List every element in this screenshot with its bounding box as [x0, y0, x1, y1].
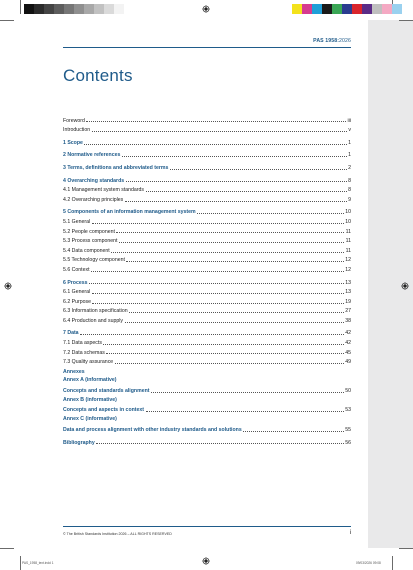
- color-swatch: [342, 4, 352, 14]
- toc-entry-page: 42: [345, 330, 351, 337]
- toc-entry-label: 1 Scope: [63, 139, 83, 146]
- toc-entry-label: 7.2 Data schemas: [63, 349, 105, 356]
- toc-entry-page: 1: [348, 139, 351, 146]
- crop-mark: [0, 20, 14, 21]
- grayscale-color-bar: [24, 4, 124, 14]
- slug-filename: PAS_1958_text.indd 1: [22, 561, 54, 565]
- toc-entry[interactable]: [63, 327, 351, 337]
- crop-mark: [0, 548, 14, 549]
- toc-entry[interactable]: [63, 346, 351, 356]
- toc-entry[interactable]: [63, 149, 351, 159]
- toc-entry[interactable]: [63, 276, 351, 286]
- toc-entry[interactable]: [63, 184, 351, 194]
- color-swatch: [312, 4, 322, 14]
- dot-leader: [111, 252, 344, 253]
- dot-leader: [92, 223, 344, 224]
- toc-entry-page: 10: [345, 218, 351, 225]
- toc-entry-page: 56: [345, 439, 351, 446]
- toc-entry-label: 6 Process: [63, 279, 88, 286]
- toc-entry-label: 2 Normative references: [63, 152, 121, 159]
- dot-leader: [119, 242, 344, 243]
- toc-entry-label: Introduction: [63, 127, 91, 134]
- toc-entry[interactable]: [63, 174, 351, 184]
- gray-swatch: [64, 4, 74, 14]
- toc-entry[interactable]: [63, 244, 351, 254]
- dot-leader: [92, 303, 343, 304]
- toc-entry-page: 11: [345, 247, 351, 254]
- toc-entry-label: Data and process alignment with other industry standards and solutions: [63, 427, 242, 434]
- dot-leader: [243, 431, 344, 432]
- toc-entry[interactable]: [63, 193, 351, 203]
- toc-entry[interactable]: [63, 206, 351, 216]
- crop-mark: [399, 20, 413, 21]
- registration-mark-icon: [4, 282, 12, 290]
- toc-entry[interactable]: [63, 314, 351, 324]
- toc-entry-page: 1: [348, 152, 351, 159]
- color-swatch: [372, 4, 382, 14]
- dot-leader: [125, 201, 347, 202]
- dot-leader: [91, 271, 344, 272]
- crop-mark: [20, 556, 21, 570]
- toc-entry[interactable]: [63, 124, 351, 134]
- toc-entry[interactable]: [63, 235, 351, 245]
- dot-leader: [96, 443, 344, 444]
- slug-datetime: 09/03/2026 09:08: [356, 561, 381, 565]
- toc-entry-label: 5.5 Technology component: [63, 257, 125, 264]
- toc-entry-label: 7.3 Quality assurance: [63, 359, 114, 366]
- gray-swatch: [54, 4, 64, 14]
- toc-entry-label: 5.2 People component: [63, 228, 115, 235]
- toc-entry-page: 13: [345, 289, 351, 296]
- toc-entry[interactable]: [63, 225, 351, 235]
- toc-entry-page: 10: [345, 209, 351, 216]
- toc-entry-page: 53: [345, 407, 351, 414]
- color-swatch: [302, 4, 312, 14]
- toc-entry-page: 50: [345, 387, 351, 394]
- toc-entry[interactable]: [63, 161, 351, 171]
- registration-mark-icon: [401, 282, 409, 290]
- annex-label: Annex B (informative): [63, 396, 117, 403]
- gray-swatch: [34, 4, 44, 14]
- toc-entry-label: 7 Data: [63, 330, 79, 337]
- toc-entry-label: Concepts and aspects in context: [63, 407, 145, 414]
- toc-entry-page: 55: [345, 427, 351, 434]
- dot-leader: [146, 411, 344, 412]
- toc-entry-page: 27: [345, 308, 351, 315]
- dot-leader: [116, 232, 344, 233]
- dot-leader: [125, 322, 344, 323]
- gray-swatch: [24, 4, 34, 14]
- running-head: [313, 38, 351, 44]
- toc-entry[interactable]: [63, 215, 351, 225]
- toc-entry-page: 38: [345, 317, 351, 324]
- gray-swatch: [84, 4, 94, 14]
- toc-entry-page: 11: [345, 238, 351, 245]
- color-swatch: [332, 4, 342, 14]
- color-swatch: [322, 4, 332, 14]
- toc-entry-label: 6.2 Purpose: [63, 298, 91, 305]
- toc-entry-label: 5 Components of an information management system: [63, 209, 196, 216]
- dot-leader: [122, 156, 347, 157]
- toc-entry[interactable]: [63, 263, 351, 273]
- table-of-contents: [63, 114, 351, 446]
- dot-leader: [126, 261, 343, 262]
- toc-entry[interactable]: [63, 286, 351, 296]
- toc-entry-page: iii: [347, 117, 351, 124]
- toc-entry-page: 12: [345, 266, 351, 273]
- dot-leader: [92, 131, 347, 132]
- dot-leader: [103, 344, 343, 345]
- color-swatch: [392, 4, 402, 14]
- gray-swatch: [44, 4, 54, 14]
- dot-leader: [80, 334, 344, 335]
- toc-entry-label: Concepts and standards alignment: [63, 387, 150, 394]
- color-swatch: [352, 4, 362, 14]
- crop-mark: [392, 556, 393, 570]
- toc-entry-page: 13: [345, 279, 351, 286]
- registration-mark-icon: [202, 5, 210, 13]
- toc-entry-label: Bibliography: [63, 439, 95, 446]
- toc-entry-page: 49: [345, 359, 351, 366]
- color-swatch: [292, 4, 302, 14]
- toc-entry-label: 6.1 General: [63, 289, 91, 296]
- toc-entry[interactable]: [63, 136, 351, 146]
- toc-entry-label: 5.1 General: [63, 218, 91, 225]
- toc-entry-label: 6.3 Information specification: [63, 308, 128, 315]
- registration-mark-icon: [202, 557, 210, 565]
- annex-label: Annex A (informative): [63, 377, 117, 384]
- dot-leader: [197, 213, 344, 214]
- bibliography-entry[interactable]: [63, 436, 351, 446]
- color-swatch: [382, 4, 392, 14]
- page-number: i: [349, 530, 351, 536]
- toc-entry-label: Foreword: [63, 117, 85, 124]
- crop-mark: [20, 0, 21, 14]
- dot-leader: [106, 353, 343, 354]
- toc-entry[interactable]: [63, 254, 351, 264]
- toc-entry-page: 8: [348, 187, 351, 194]
- toc-entry-page: 42: [345, 340, 351, 347]
- crop-mark: [399, 548, 413, 549]
- gray-swatch: [94, 4, 104, 14]
- toc-entry-page: 19: [345, 298, 351, 305]
- toc-entry-page: 2: [348, 164, 351, 171]
- gray-swatch: [104, 4, 114, 14]
- gray-swatch: [114, 4, 124, 14]
- toc-entry-label: 7.1 Data aspects: [63, 340, 102, 347]
- doc-code: PAS 1958:: [313, 38, 340, 44]
- process-color-bar: [292, 4, 402, 14]
- copyright-notice: © The British Standards Institution 2026 – ALL RIGHTS RESERVED: [63, 532, 172, 536]
- toc-entry-label: 6.4 Production and supply: [63, 317, 123, 324]
- dot-leader: [129, 312, 344, 313]
- footer-rule: [63, 526, 351, 527]
- toc-entry-page: 8: [348, 177, 351, 184]
- toc-entry-page: v: [348, 127, 351, 134]
- toc-entry-page: 9: [348, 196, 351, 203]
- annex-label: Annex C (informative): [63, 416, 117, 423]
- dot-leader: [86, 121, 346, 122]
- toc-entry[interactable]: [63, 336, 351, 346]
- toc-entry-label: 5.3 Process component: [63, 238, 118, 245]
- dot-leader: [89, 283, 344, 284]
- toc-entry-page: 11: [345, 228, 351, 235]
- dot-leader: [151, 392, 344, 393]
- toc-entry-label: 3 Terms, definitions and abbreviated terms: [63, 164, 169, 171]
- toc-entry-page: 45: [345, 349, 351, 356]
- annex-entry[interactable]: [63, 423, 351, 433]
- dot-leader: [115, 363, 344, 364]
- toc-entry[interactable]: [63, 295, 351, 305]
- toc-entry-label: 4.2 Overarching principles: [63, 196, 124, 203]
- toc-entry[interactable]: [63, 356, 351, 366]
- dot-leader: [170, 169, 347, 170]
- toc-entry-label: 5.6 Context: [63, 266, 90, 273]
- toc-entry-label: 4 Overarching standards: [63, 177, 125, 184]
- gray-swatch: [74, 4, 84, 14]
- header-rule: [63, 47, 351, 48]
- dot-leader: [146, 191, 347, 192]
- page-title: Contents: [63, 66, 133, 85]
- toc-entry-page: 12: [345, 257, 351, 264]
- toc-entry-label: 4.1 Management system standards: [63, 187, 145, 194]
- toc-entry[interactable]: [63, 305, 351, 315]
- toc-entry[interactable]: [63, 114, 351, 124]
- annex-entry[interactable]: [63, 384, 351, 394]
- annexes-heading: Annexes: [63, 369, 85, 376]
- toc-entry-label: 5.4 Data component: [63, 247, 110, 254]
- color-swatch: [362, 4, 372, 14]
- dot-leader: [84, 144, 346, 145]
- doc-year: 2026: [339, 38, 351, 44]
- annex-entry[interactable]: [63, 404, 351, 414]
- dot-leader: [126, 181, 347, 182]
- dot-leader: [92, 293, 344, 294]
